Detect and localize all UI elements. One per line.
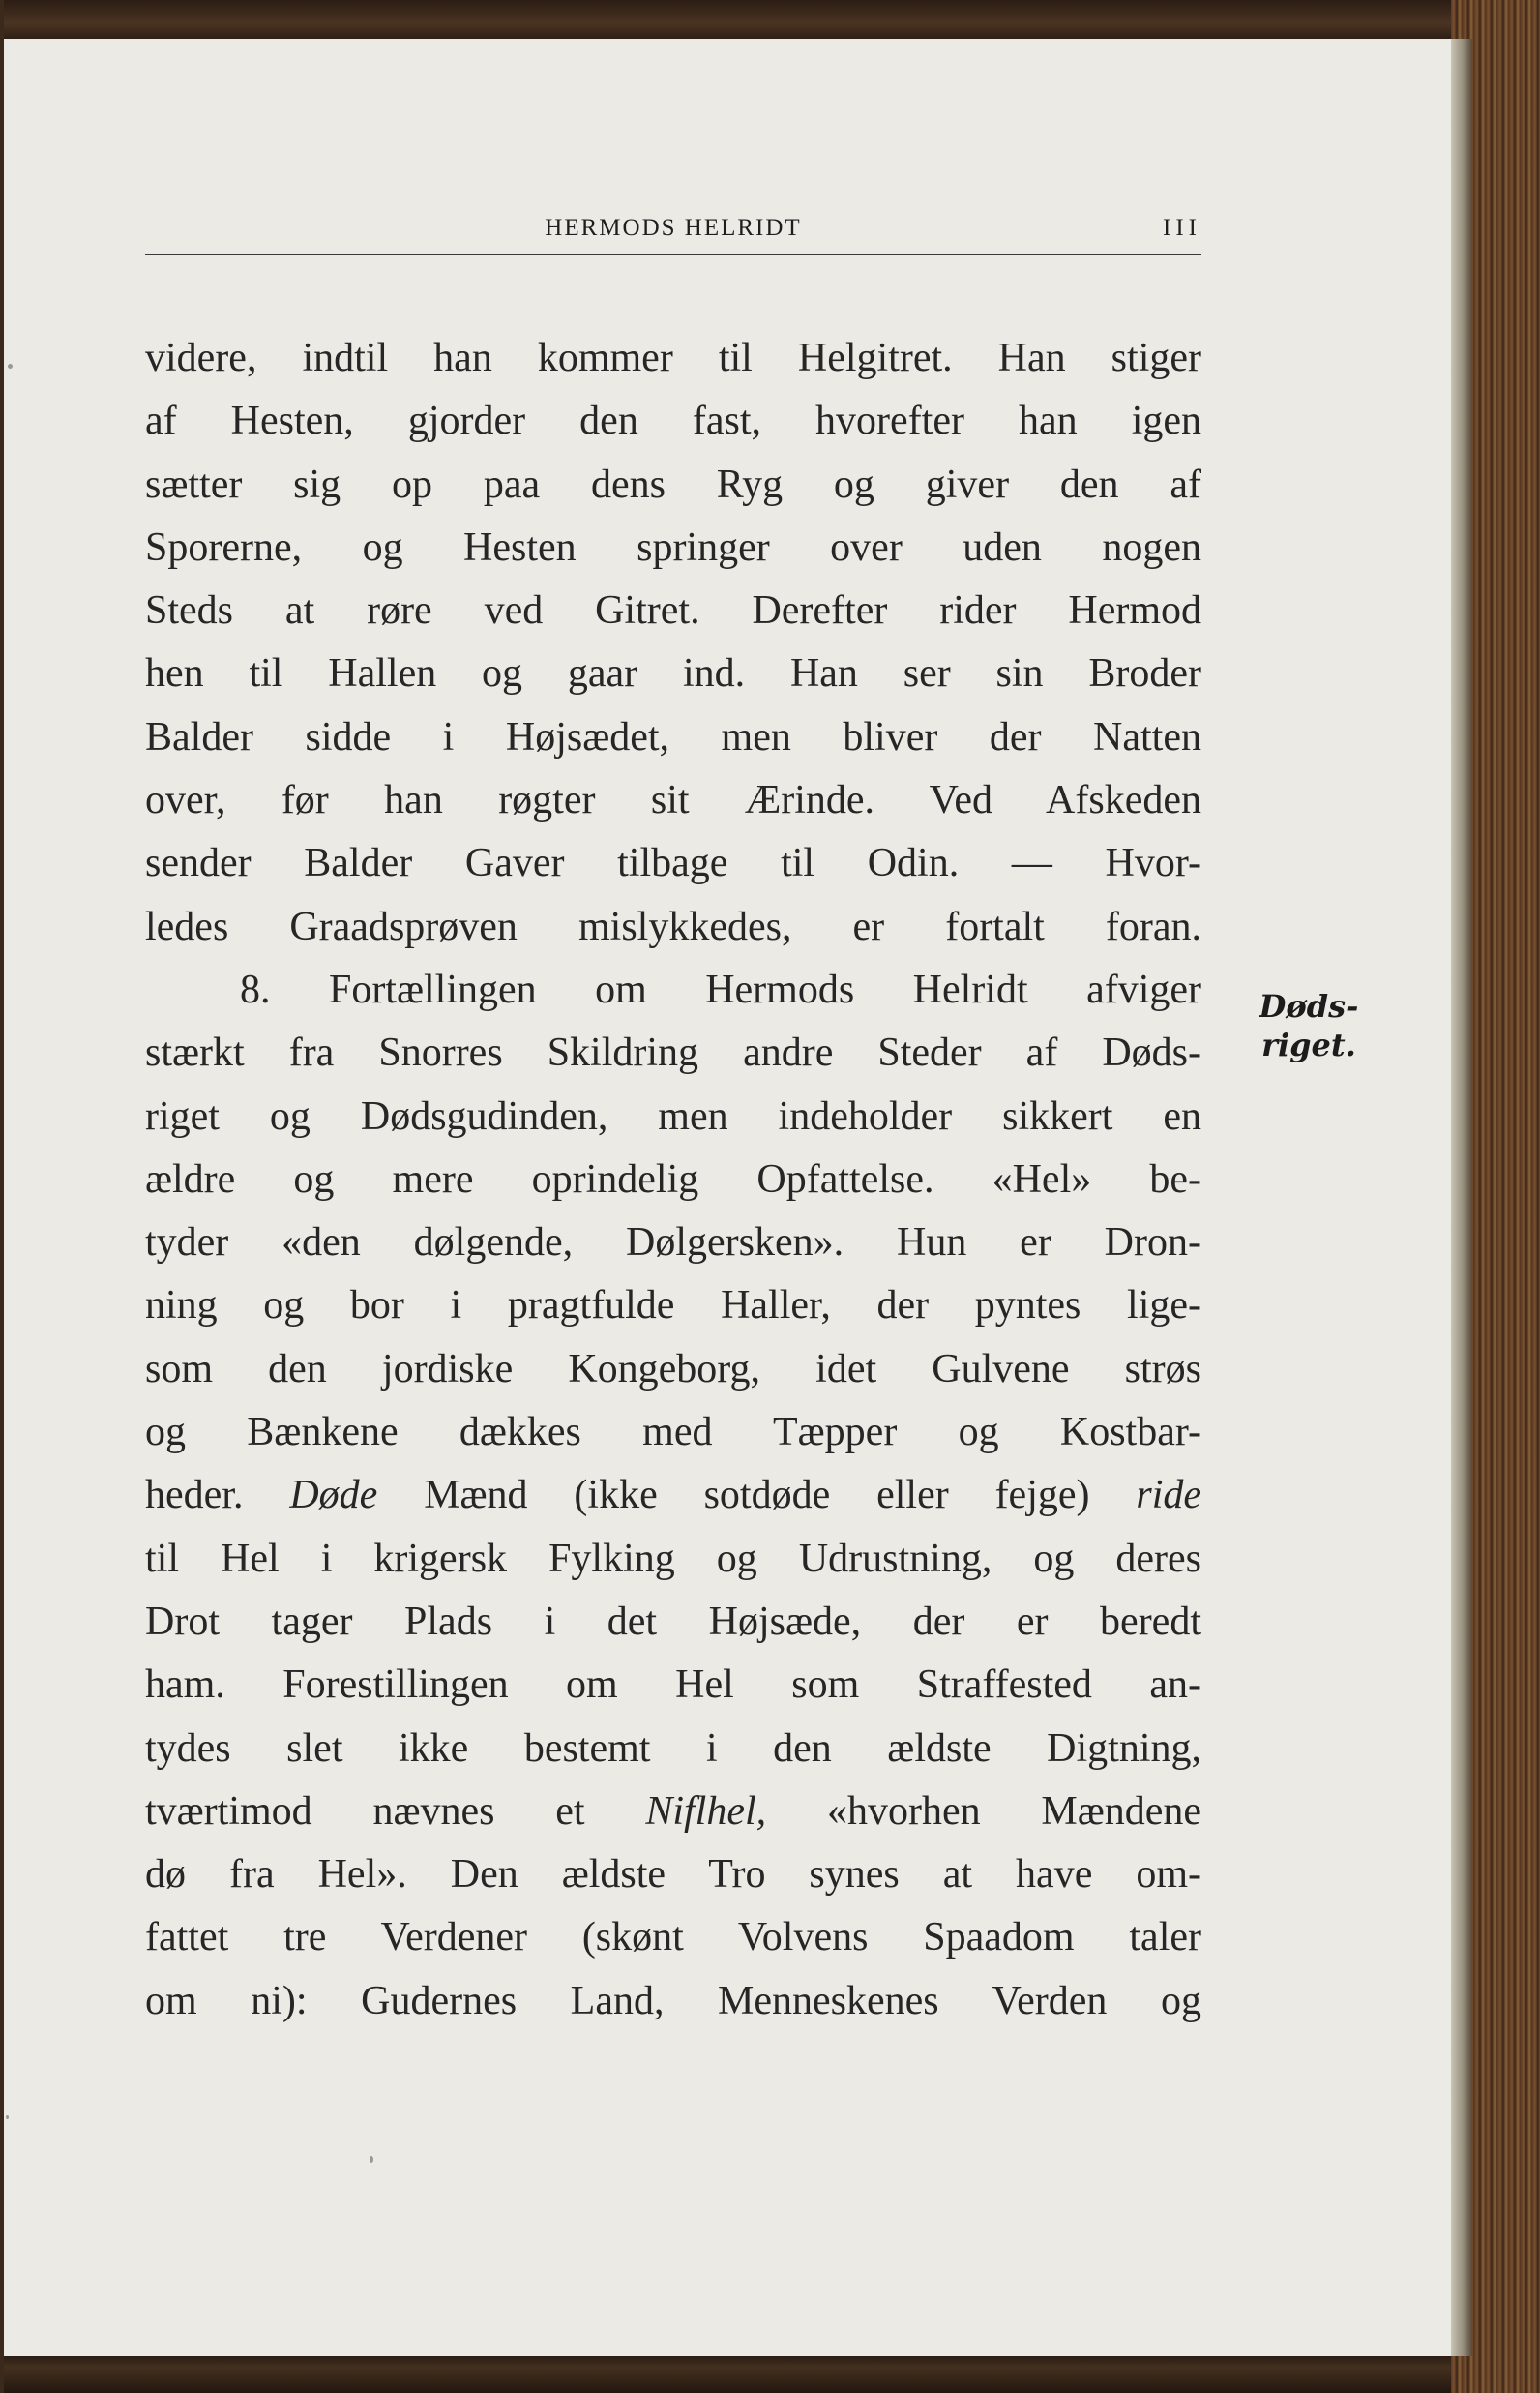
text-line: 8. Fortællingen om Hermods Helridt afviger [240,967,1201,1012]
marginal-note-line: Døds- [1259,988,1359,1025]
text-line: til Hel i krigersk Fylking og Udrustning, og deres [145,1536,1201,1581]
header-rule [145,254,1201,255]
italic-word: ride [1136,1473,1202,1518]
text-line: stærkt fra Snorres Skildring andre Steder af Døds- [145,1031,1201,1076]
text-line: ham. Forestillingen om Hel som Straffested an- [145,1662,1201,1708]
running-head [145,207,1201,265]
paper-speck [8,364,13,369]
marginal-note-line: riget. [1261,1027,1356,1063]
text-line: ældre og mere oprindelig Opfattelse. «Hel» be- [145,1156,1201,1202]
italic-word: Døde [289,1473,378,1518]
italic-word: Niflhel, [645,1788,767,1834]
book-edge-top [0,0,1540,39]
text-fragment: tværtimod nævnes et [145,1788,585,1834]
text-line: Drot tager Plads i det Højsæde, der er beredt [145,1599,1201,1644]
page-number: III [1163,215,1201,241]
marginal-note [1227,987,1391,1064]
text-line: Balder sidde i Højsædet, men bliver der Natten [145,714,1201,760]
text-line: riget og Dødsgudinden, men indeholder sikkert en [145,1093,1201,1139]
text-line-with-italics [145,1780,1201,1843]
text-line: videre, indtil han kommer til Helgitret. Han stiger [145,336,1201,380]
paper-speck [6,2115,9,2119]
body-text [145,327,1201,2033]
text-fragment: heder. [145,1473,244,1518]
text-fragment: Mænd (ikke sotdøde eller fejge) [424,1473,1090,1518]
text-line: og Bænkene dækkes med Tæpper og Kostbar- [145,1410,1201,1455]
book-edge-bottom [0,2356,1540,2393]
text-line: Sporerne, og Hesten springer over uden nogen [145,524,1201,570]
text-line: af Hesten, gjorder den fast, hvorefter han igen [145,399,1201,444]
text-line: om ni): Gudernes Land, Menneskenes Verden og [145,1978,1201,2023]
text-line: fattet tre Verdener (skønt Volvens Spaadom taler [145,1915,1201,1960]
text-line: Steds at røre ved Gitret. Derefter rider Hermod [145,588,1201,634]
text-line: sender Balder Gaver tilbage til Odin. — Hvor- [145,841,1201,886]
text-line: tyder «den dølgende, Dølgersken». Hun er Dron- [145,1220,1201,1266]
running-title: HERMODS HELRIDT [545,215,802,241]
text-line: over, før han røgter sit Ærinde. Ved Afskeden [145,778,1201,823]
text-line-with-italics [145,1464,1201,1527]
text-line: som den jordiske Kongeborg, idet Gulvene strøs [145,1346,1201,1391]
page-gutter-shadow [1451,39,1472,2356]
paper-speck [370,2156,373,2163]
text-line: hen til Hallen og gaar ind. Han ser sin Broder [145,651,1201,697]
text-line: ledes Graadsprøven mislykkedes, er fortalt foran. [145,904,1201,949]
text-line: ning og bor i pragtfulde Haller, der pyntes lige- [145,1283,1201,1329]
text-line: sætter sig op paa dens Ryg og giver den af [145,462,1201,507]
text-line: tydes slet ikke bestemt i den ældste Digtning, [145,1725,1201,1771]
text-fragment: «hvorhen Mændene [826,1788,1201,1834]
text-line: dø fra Hel». Den ældste Tro synes at have om- [145,1852,1201,1898]
